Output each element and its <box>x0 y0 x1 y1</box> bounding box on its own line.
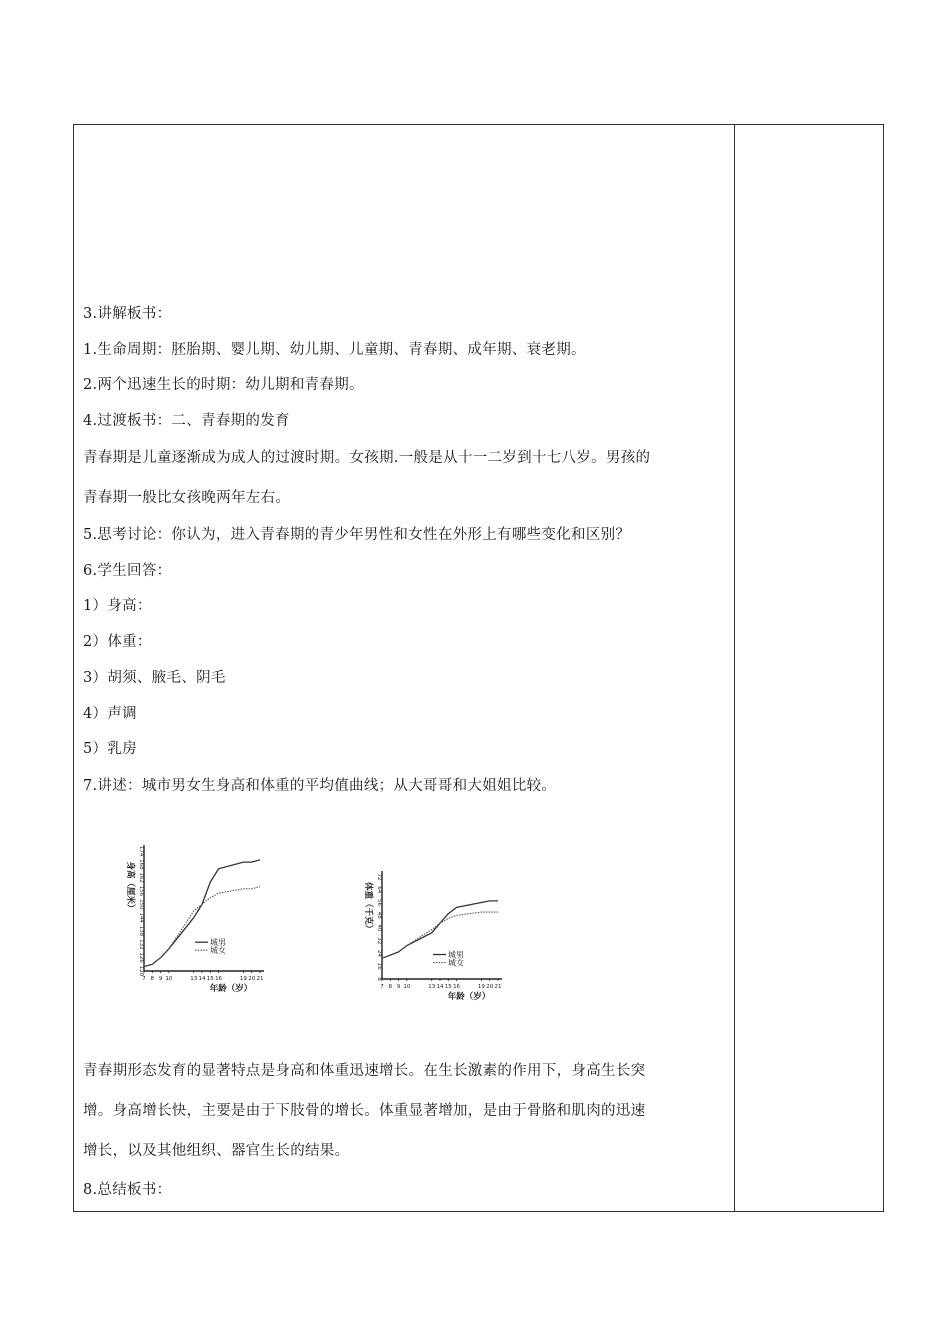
y-tick-label: 64 <box>376 886 382 894</box>
y-tick-label: 150 <box>138 899 144 910</box>
column-divider <box>734 124 735 1212</box>
x-tick-label: 10 <box>165 976 173 982</box>
x-tick-label: 14 <box>436 984 444 990</box>
y-tick-label: 132 <box>138 939 144 950</box>
y-tick-label: 144 <box>138 912 144 923</box>
x-axis-label: 年龄（岁） <box>209 984 253 994</box>
text-line: 青春期是儿童逐渐成为成人的过渡时期。女孩期.一般是从十一二岁到十七八岁。男孩的 <box>83 450 651 466</box>
x-tick-label: 8 <box>150 976 155 982</box>
height-chart <box>110 840 270 1000</box>
text-line: 6.学生回答： <box>83 563 172 579</box>
y-tick-label: 48 <box>376 911 382 919</box>
x-tick-label: 21 <box>256 976 264 982</box>
x-tick-label: 15 <box>444 984 452 990</box>
series-line-female <box>144 887 260 967</box>
y-tick-label: 174 <box>138 845 144 857</box>
y-tick-label: 72 <box>376 873 382 881</box>
legend-label: 城男 <box>448 950 465 960</box>
legend-label: 城女 <box>210 946 227 956</box>
text-line: 4）声调 <box>83 706 137 722</box>
y-tick-label: 56 <box>376 899 382 906</box>
x-tick-label: 9 <box>158 976 163 982</box>
series-line-male <box>144 860 260 967</box>
text-line: 2.两个迅速生长的时期：幼儿期和青春期。 <box>83 377 364 393</box>
series-line-male <box>382 901 498 958</box>
y-axis-label: 体重（千克） <box>363 882 373 934</box>
y-tick-label: 168 <box>138 859 144 870</box>
x-axis-label: 年龄（岁） <box>447 992 491 1002</box>
y-tick-label: 16 <box>376 962 382 970</box>
x-tick-label: 21 <box>494 984 502 990</box>
y-axis-label: 身高（厘米） <box>125 861 135 913</box>
y-tick-label: 162 <box>138 872 144 883</box>
x-tick-label: 19 <box>239 976 247 982</box>
y-tick-label: 40 <box>376 924 382 932</box>
x-tick-label: 20 <box>486 984 494 990</box>
x-tick-label: 7 <box>380 984 384 990</box>
text-line: 2）体重： <box>83 634 152 650</box>
text-line: 4.过渡板书：二、青春期的发育 <box>83 413 290 429</box>
y-tick-label: 32 <box>376 937 382 945</box>
text-line: 5）乳房 <box>83 741 137 757</box>
weight-chart <box>348 868 508 1004</box>
x-tick-label: 7 <box>142 976 146 982</box>
text-line: 增。身高增长快，主要是由于下肢骨的增长。体重显著增加，是由于骨胳和肌肉的迅速 <box>83 1103 646 1119</box>
x-tick-label: 14 <box>198 976 206 982</box>
text-line: 7.讲述：城市男女生身高和体重的平均值曲线；从大哥哥和大姐姐比较。 <box>83 778 557 794</box>
x-tick-label: 10 <box>403 984 411 990</box>
y-tick-label: 138 <box>138 925 144 937</box>
x-tick-label: 13 <box>190 976 198 982</box>
x-tick-label: 16 <box>215 976 223 982</box>
x-tick-label: 13 <box>428 984 436 990</box>
y-tick-label: 126 <box>138 952 144 963</box>
text-line: 1）身高： <box>83 598 152 614</box>
y-tick-label: 120 <box>138 965 144 977</box>
x-tick-label: 9 <box>396 984 401 990</box>
x-tick-label: 16 <box>453 984 461 990</box>
text-line: 5.思考讨论：你认为，进入青春期的青少年男性和女性在外形上有哪些变化和区别？ <box>83 527 631 543</box>
x-tick-label: 8 <box>388 984 393 990</box>
text-line: 青春期形态发育的显著特点是身高和体重迅速增长。在生长激素的作用下，身高生长突 <box>83 1063 646 1079</box>
y-tick-label: 8 <box>376 977 382 981</box>
text-line: 3）胡须、腋毛、阴毛 <box>83 670 226 686</box>
text-line: 3.讲解板书： <box>83 306 172 322</box>
y-tick-label: 156 <box>138 885 144 897</box>
x-tick-label: 20 <box>248 976 256 982</box>
x-tick-label: 15 <box>206 976 214 982</box>
text-line: 增长，以及其他组织、器官生长的结果。 <box>83 1143 350 1159</box>
text-line: 8.总结板书： <box>83 1182 172 1198</box>
x-tick-label: 19 <box>477 984 485 990</box>
legend-label: 城女 <box>448 958 465 968</box>
y-tick-label: 24 <box>376 950 382 957</box>
legend-label: 城男 <box>210 938 227 948</box>
text-line: 青春期一般比女孩晚两年左右。 <box>83 490 291 506</box>
text-line: 1.生命周期：胚胎期、婴儿期、幼儿期、儿童期、青春期、成年期、衰老期。 <box>83 342 586 358</box>
